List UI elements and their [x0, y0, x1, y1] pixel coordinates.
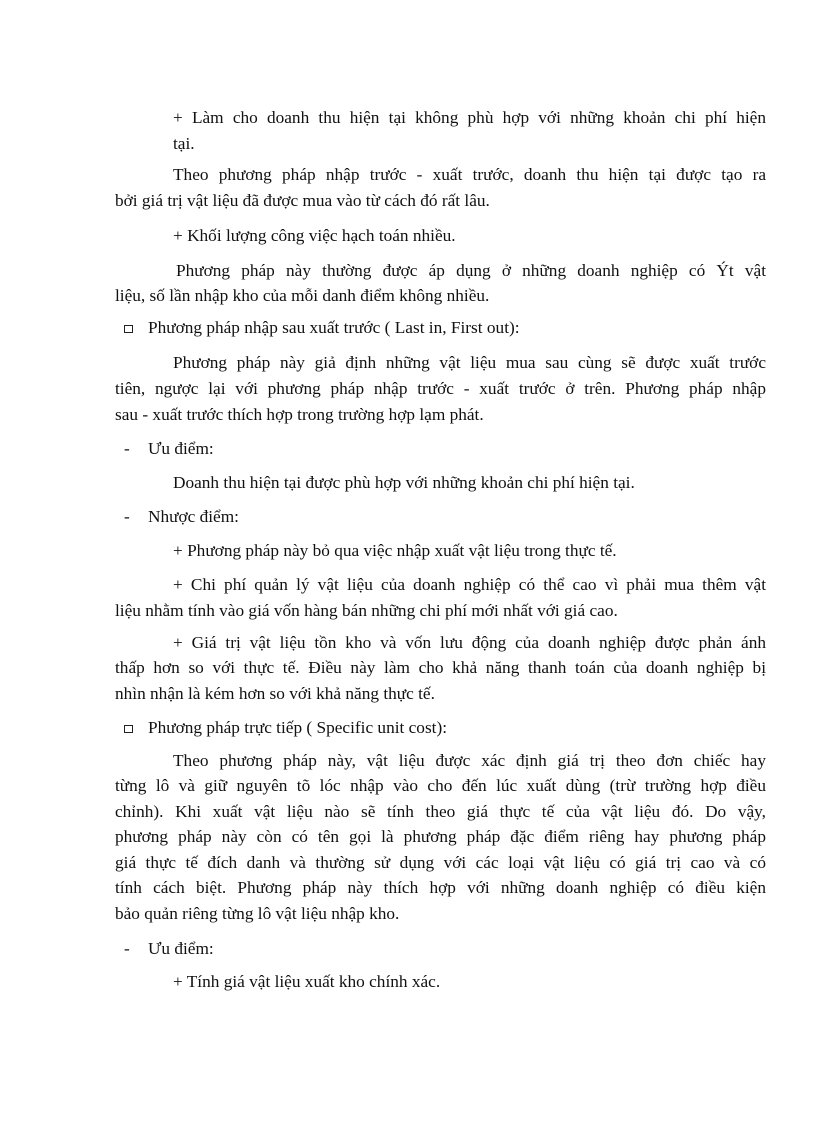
square-bullet-icon — [124, 325, 133, 333]
paragraph-line: bảo quản riêng từng lô vật liệu nhập kho. — [115, 904, 400, 923]
dash-marker: - — [124, 507, 130, 526]
advantages-heading: Ưu điểm: — [148, 939, 214, 958]
paragraph-line: + Làm cho doanh thu hiện tại không phù hợp với những khoản chi phí hiện — [173, 108, 766, 127]
paragraph-line: + Tính giá vật liệu xuất kho chính xác. — [173, 972, 441, 991]
paragraph-line: thấp hơn so với thực tế. Điều này làm cho khả năng thanh toán của doanh nghiệp bị — [115, 658, 766, 677]
paragraph-line: giá thực tế đích danh và thường sử dụng với các loại vật liệu có giá trị cao và có — [115, 853, 766, 872]
paragraph-line: + Khối lượng công việc hạch toán nhiều. — [173, 226, 456, 245]
paragraph-line: liệu nhằm tính vào giá vốn hàng bán những chi phí mới nhất với giá cao. — [115, 601, 618, 620]
section-heading-lifo: Phương pháp nhập sau xuất trước ( Last in, First out): — [148, 318, 520, 337]
paragraph-line: tính cách biệt. Phương pháp này thích hợp với những doanh nghiệp có điều kiện — [115, 878, 766, 897]
paragraph-line: + Phương pháp này bỏ qua việc nhập xuất vật liệu trong thực tế. — [173, 541, 617, 560]
paragraph-line: + Giá trị vật liệu tồn kho và vốn lưu động của doanh nghiệp được phản ánh — [173, 633, 766, 652]
paragraph-line: bởi giá trị vật liệu đã được mua vào từ cách đó rất lâu. — [115, 191, 490, 210]
paragraph-line: Phương pháp này giả định những vật liệu mua sau cùng sẽ được xuất trước — [173, 353, 766, 372]
paragraph-line: Doanh thu hiện tại được phù hợp với những khoản chi phí hiện tại. — [173, 473, 635, 492]
paragraph-line: liệu, số lần nhập kho của mỗi danh điểm không nhiều. — [115, 286, 490, 305]
paragraph-line: + Chi phí quản lý vật liệu của doanh nghiệp có thể cao vì phải mua thêm vật — [173, 575, 766, 594]
paragraph-line: chỉnh). Khi xuất vật liệu nào sẽ tính theo giá thực tế của vật liệu đó. Do vậy, — [115, 802, 766, 821]
square-bullet-icon — [124, 725, 133, 733]
section-heading-specific-unit: Phương pháp trực tiếp ( Specific unit cost): — [148, 718, 448, 737]
paragraph-line: Phương pháp này thường được áp dụng ở những doanh nghiệp có Ýt vật — [176, 261, 766, 280]
paragraph-line: tại. — [173, 134, 195, 153]
paragraph-line: Theo phương pháp này, vật liệu được xác định giá trị theo đơn chiếc hay — [173, 751, 766, 770]
paragraph-line: nhìn nhận là kém hơn so với khả năng thực tế. — [115, 684, 435, 703]
dash-marker: - — [124, 939, 130, 958]
paragraph-line: từng lô và giữ nguyên tõ lóc nhập vào cho đến lúc xuất dùng (trừ trường hợp điều — [115, 776, 766, 795]
dash-marker: - — [124, 439, 130, 458]
paragraph-line: Theo phương pháp nhập trước - xuất trước, doanh thu hiện tại được tạo ra — [173, 165, 766, 184]
advantages-heading: Ưu điểm: — [148, 439, 214, 458]
paragraph-line: phương pháp này còn có tên gọi là phương pháp đặc điểm riêng hay phương pháp — [115, 827, 766, 846]
paragraph-line: tiên, ngược lại với phương pháp nhập trước - xuất trước ở trên. Phương pháp nhập — [115, 379, 766, 398]
paragraph-line: sau - xuất trước thích hợp trong trường hợp lạm phát. — [115, 405, 484, 424]
disadvantages-heading: Nhược điểm: — [148, 507, 239, 526]
